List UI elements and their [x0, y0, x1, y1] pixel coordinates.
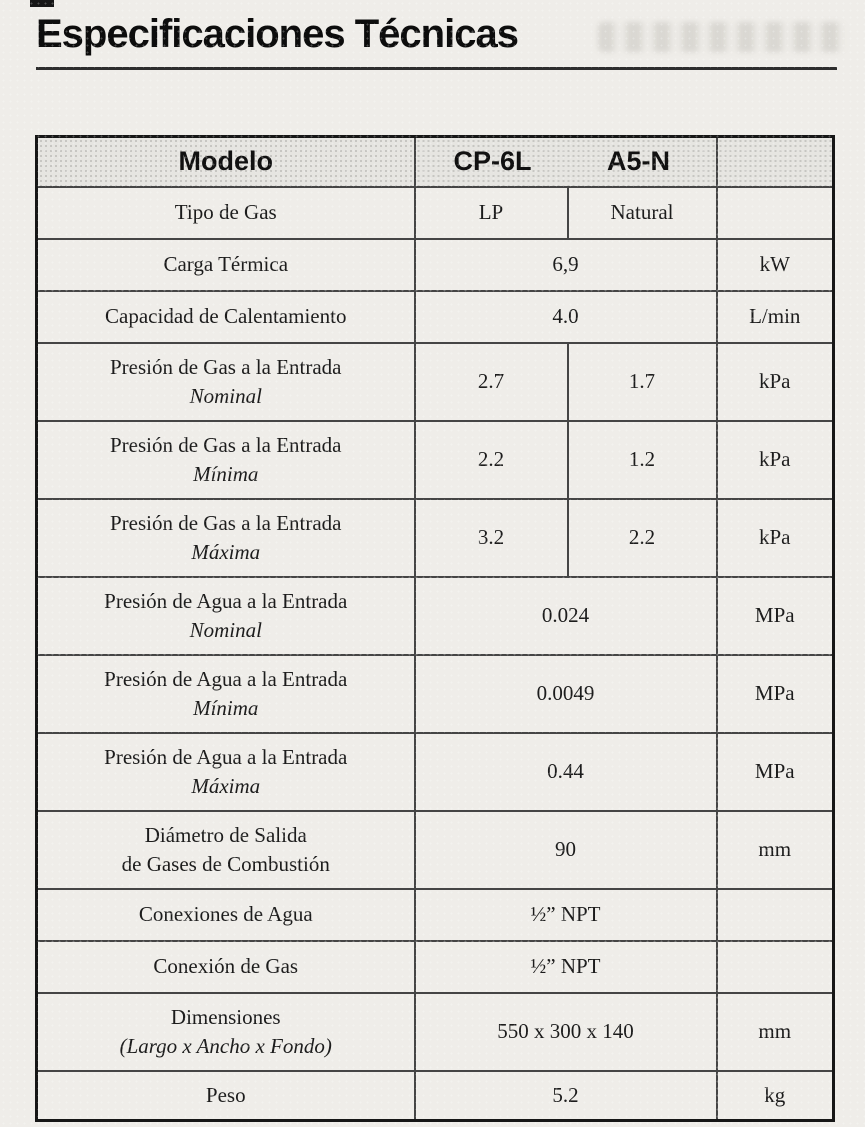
row-unit: MPa	[717, 655, 834, 733]
row-unit: L/min	[717, 291, 834, 343]
scan-artifact-mark	[30, 0, 54, 7]
row-value: 3.2	[415, 499, 568, 577]
row-label: Presión de Agua a la Entrada Nominal	[37, 577, 415, 655]
row-label: Presión de Agua a la Entrada Mínima	[37, 655, 415, 733]
table-row	[37, 1071, 834, 1121]
row-unit: mm	[717, 993, 834, 1071]
table-row	[37, 941, 834, 993]
row-unit: kg	[717, 1071, 834, 1121]
row-label: Presión de Gas a la Entrada Mínima	[37, 421, 415, 499]
header-units-cell	[717, 137, 834, 187]
row-unit: MPa	[717, 577, 834, 655]
row-unit: kPa	[717, 421, 834, 499]
table-row	[37, 889, 834, 941]
table-row	[37, 733, 834, 811]
row-value: 0.0049	[415, 655, 717, 733]
row-value: ½” NPT	[415, 941, 717, 993]
row-value: 2.2	[415, 421, 568, 499]
row-value: 0.44	[415, 733, 717, 811]
table-row	[37, 811, 834, 889]
table-row	[37, 187, 834, 239]
row-value: Natural	[568, 187, 717, 239]
table-row	[37, 343, 834, 421]
header-model-label: Modelo	[37, 137, 415, 187]
row-unit: mm	[717, 811, 834, 889]
row-value: 2.7	[415, 343, 568, 421]
row-value: 1.2	[568, 421, 717, 499]
table-row	[37, 655, 834, 733]
bleed-through-artifact	[598, 22, 846, 52]
row-unit	[717, 941, 834, 993]
table-row	[37, 291, 834, 343]
row-label: Carga Térmica	[37, 239, 415, 291]
row-value: 6,9	[415, 239, 717, 291]
row-label: Conexiones de Agua	[37, 889, 415, 941]
row-value: 0.024	[415, 577, 717, 655]
table-header-row	[37, 137, 834, 187]
header-col-cp6l: CP-6L	[453, 146, 532, 177]
header-model-columns	[415, 137, 717, 187]
row-unit: kW	[717, 239, 834, 291]
row-label: Dimensiones (Largo x Ancho x Fondo)	[37, 993, 415, 1071]
table-row	[37, 577, 834, 655]
table-row	[37, 993, 834, 1071]
row-value: ½” NPT	[415, 889, 717, 941]
title-divider	[36, 67, 837, 70]
spec-table	[35, 135, 835, 1122]
header-col-a5n: A5-N	[606, 146, 670, 177]
row-value: 4.0	[415, 291, 717, 343]
specifications-table	[35, 135, 835, 1122]
row-label: Presión de Gas a la Entrada Nominal	[37, 343, 415, 421]
row-label: Diámetro de Salida de Gases de Combustión	[37, 811, 415, 889]
row-value: 1.7	[568, 343, 717, 421]
table-row	[37, 239, 834, 291]
row-label: Conexión de Gas	[37, 941, 415, 993]
row-value: 2.2	[568, 499, 717, 577]
row-label: Presión de Agua a la Entrada Máxima	[37, 733, 415, 811]
table-row	[37, 499, 834, 577]
row-label: Capacidad de Calentamiento	[37, 291, 415, 343]
row-label: Tipo de Gas	[37, 187, 415, 239]
row-unit	[717, 187, 834, 239]
page-title: Especificaciones Técnicas	[36, 12, 518, 56]
row-value: 5.2	[415, 1071, 717, 1121]
row-value: 550 x 300 x 140	[415, 993, 717, 1071]
row-unit	[717, 889, 834, 941]
row-unit: MPa	[717, 733, 834, 811]
row-unit: kPa	[717, 343, 834, 421]
row-value: 90	[415, 811, 717, 889]
spec-table-body	[37, 187, 834, 1121]
row-unit: kPa	[717, 499, 834, 577]
table-row	[37, 421, 834, 499]
row-label: Peso	[37, 1071, 415, 1121]
row-value: LP	[415, 187, 568, 239]
row-label: Presión de Gas a la Entrada Máxima	[37, 499, 415, 577]
